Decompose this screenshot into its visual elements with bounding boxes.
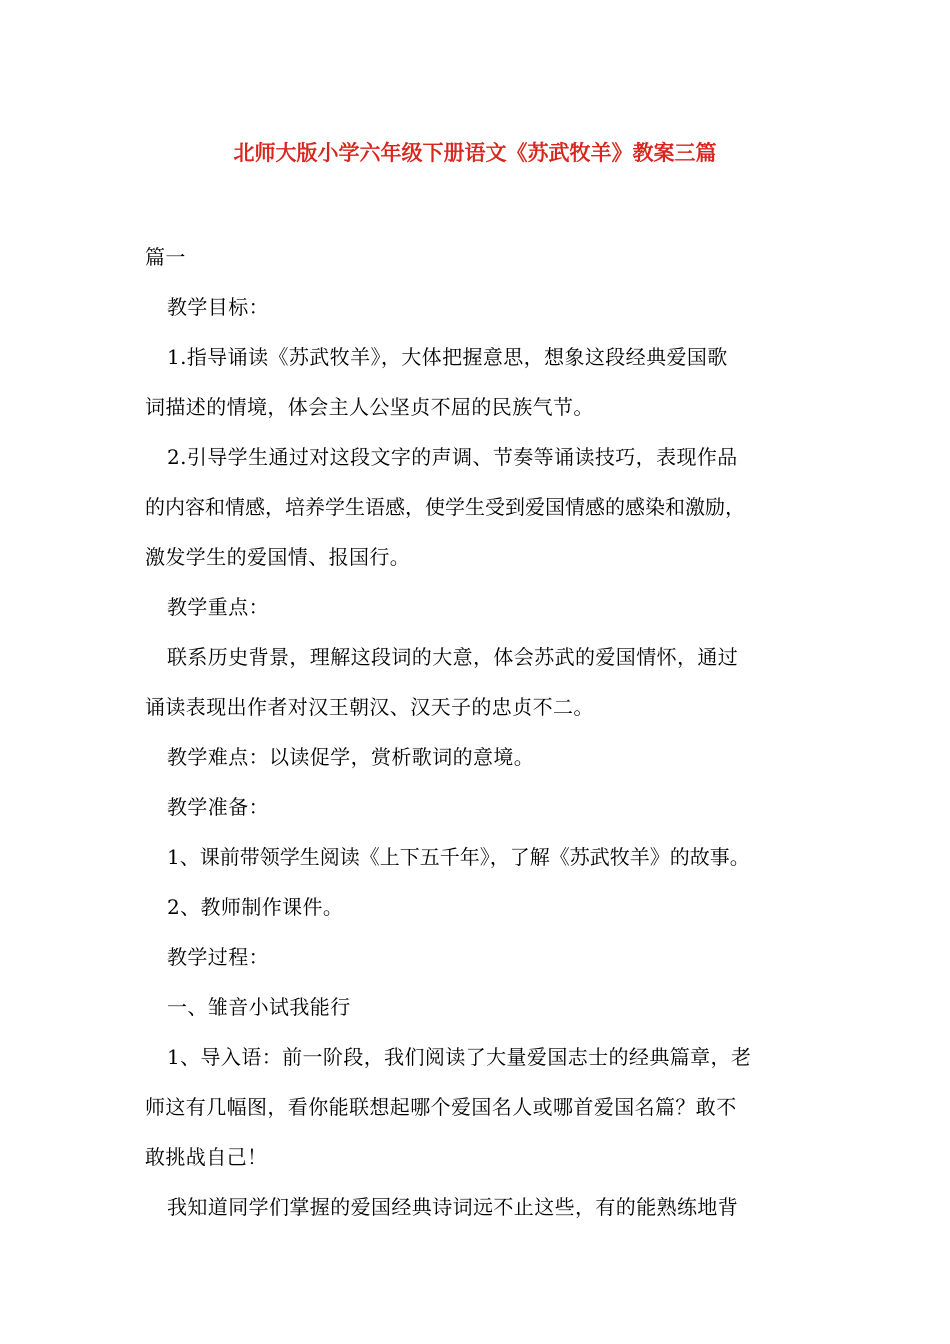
paragraph-line: 词描述的情境，体会主人公坚贞不屈的民族气节。 (145, 395, 594, 419)
heading-difficulties: 教学难点：以读促学，赏析歌词的意境。 (167, 745, 535, 769)
heading-key-points: 教学重点： (167, 595, 269, 619)
heading-process: 教学过程： (167, 945, 269, 969)
section-heading: 篇一 (145, 245, 186, 269)
paragraph-line: 的内容和情感，培养学生语感，使学生受到爱国情感的感染和激励， (145, 495, 745, 519)
document-body (145, 232, 835, 1232)
heading-preparation: 教学准备： (167, 795, 269, 819)
heading-teaching-goals: 教学目标： (167, 295, 269, 319)
paragraph-line: 1、导入语：前一阶段，我们阅读了大量爱国志士的经典篇章，老 (167, 1045, 752, 1069)
paragraph-line: 激发学生的爱国情、报国行。 (145, 545, 411, 569)
paragraph-line: 1、课前带领学生阅读《上下五千年》，了解《苏武牧羊》的故事。 (167, 845, 750, 869)
paragraph-line: 敢挑战自己！ (145, 1145, 268, 1169)
paragraph-line: 2.引导学生通过对这段文字的声调、节奏等诵读技巧，表现作品 (167, 445, 738, 469)
paragraph-line: 1.指导诵读《苏武牧羊》，大体把握意思，想象这段经典爱国歌 (167, 345, 728, 369)
subheading-step-one: 一、雏音小试我能行 (167, 995, 351, 1019)
paragraph-line: 诵读表现出作者对汉王朝汉、汉天子的忠贞不二。 (145, 695, 594, 719)
paragraph-line: 2、教师制作课件。 (167, 895, 344, 919)
paragraph-line: 我知道同学们掌握的爱国经典诗词远不止这些，有的能熟练地背 (167, 1195, 739, 1219)
paragraph-line: 联系历史背景，理解这段词的大意，体会苏武的爱国情怀，通过 (167, 645, 739, 669)
document-title: 北师大版小学六年级下册语文《苏武牧羊》教案三篇 (233, 140, 717, 165)
paragraph-line: 师这有几幅图，看你能联想起哪个爱国名人或哪首爱国名篇？敢不 (145, 1095, 737, 1119)
